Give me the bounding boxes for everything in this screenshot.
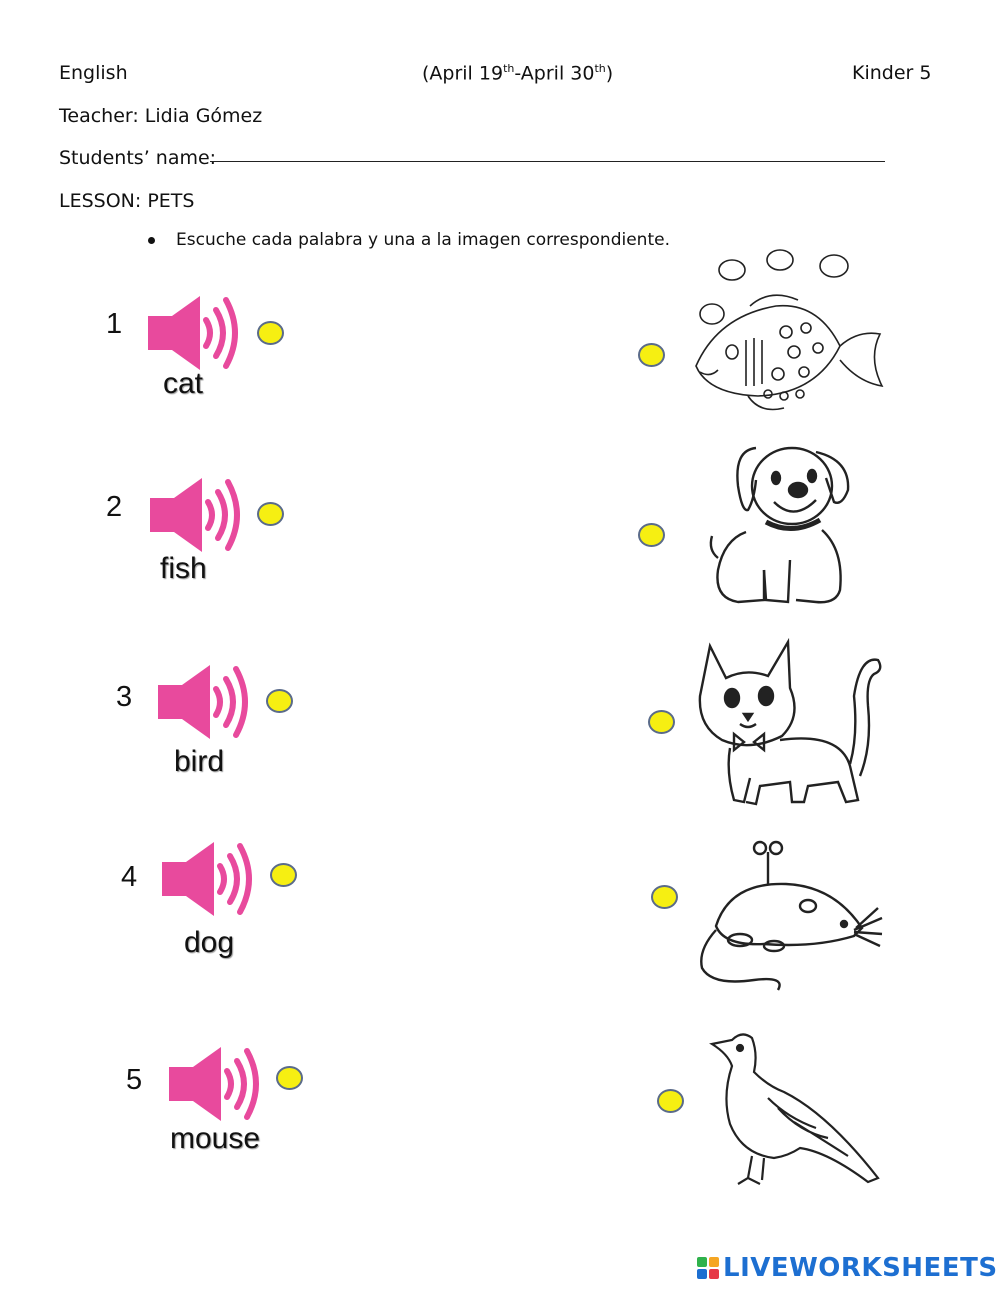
- item-number: 2: [106, 491, 123, 523]
- word-label: cat: [163, 367, 204, 400]
- match-dot-right[interactable]: [648, 710, 675, 734]
- teacher-label: Teacher: Lidia Gómez: [59, 105, 263, 127]
- match-dot-right[interactable]: [657, 1089, 684, 1113]
- speaker-icon[interactable]: [154, 663, 254, 743]
- speaker-icon[interactable]: [146, 476, 246, 556]
- date-range: (April 19th-April 30th): [422, 62, 614, 85]
- match-dot-left[interactable]: [270, 863, 297, 887]
- speaker-icon[interactable]: [165, 1045, 265, 1125]
- cat-picture: [690, 636, 884, 818]
- match-dot-left[interactable]: [257, 321, 284, 345]
- item-number: 4: [121, 861, 138, 893]
- word-label: bird: [174, 745, 225, 778]
- instruction-text: Escuche cada palabra y una a la imagen correspondiente.: [176, 230, 670, 250]
- item-number: 3: [116, 681, 133, 713]
- mouse-picture: [694, 838, 884, 994]
- dog-picture: [704, 440, 862, 610]
- student-name-label: Students’ name:: [59, 147, 217, 169]
- match-dot-right[interactable]: [638, 523, 665, 547]
- word-label: mouse: [170, 1122, 261, 1155]
- item-number: 1: [106, 308, 123, 340]
- word-label: dog: [184, 926, 235, 959]
- lesson-title: LESSON: PETS: [59, 190, 195, 212]
- subject-label: English: [59, 62, 128, 84]
- bird-picture: [708, 1028, 892, 1196]
- student-name-line[interactable]: [210, 161, 885, 162]
- match-dot-left[interactable]: [276, 1066, 303, 1090]
- item-number: 5: [126, 1064, 143, 1096]
- speaker-icon[interactable]: [158, 840, 258, 920]
- word-label: fish: [160, 552, 207, 585]
- match-dot-left[interactable]: [257, 502, 284, 526]
- logo-mark-icon: [697, 1257, 719, 1279]
- fish-picture: [688, 248, 888, 426]
- match-dot-right[interactable]: [638, 343, 665, 367]
- match-dot-right[interactable]: [651, 885, 678, 909]
- grade-label: Kinder 5: [852, 62, 932, 84]
- match-dot-left[interactable]: [266, 689, 293, 713]
- speaker-icon[interactable]: [144, 294, 244, 374]
- liveworksheets-logo: [697, 1253, 998, 1283]
- bullet-point: [148, 237, 155, 244]
- logo-text: LIVEWORKSHEETS: [723, 1253, 998, 1283]
